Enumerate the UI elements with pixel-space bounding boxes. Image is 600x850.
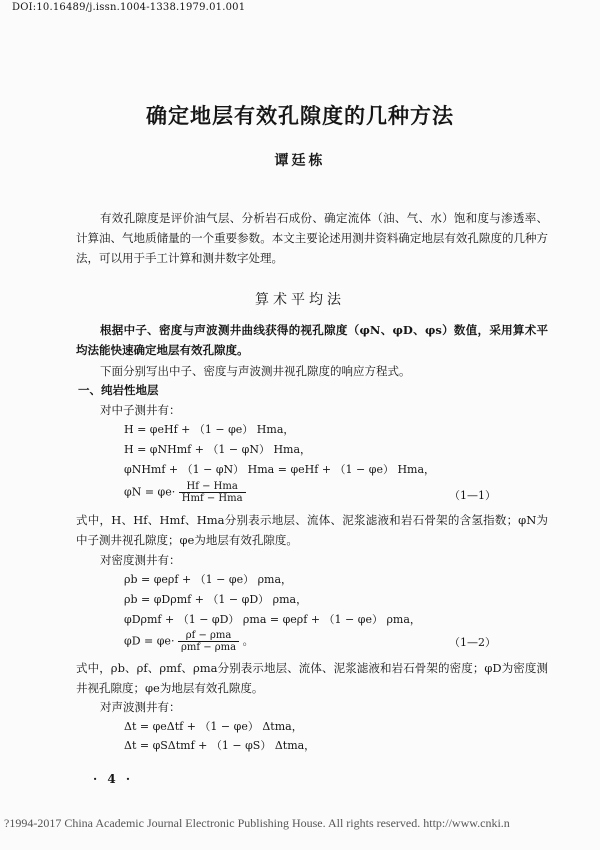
neutron-eq4-fraction — [179, 481, 246, 504]
density-intro: 对密度测井有： — [100, 553, 181, 567]
subheading-pure-lithology: 一、纯岩性地层 — [78, 383, 159, 397]
neutron-eq4-lhs: φN = φe· — [124, 485, 176, 499]
density-eq4-tail: 。 — [242, 634, 254, 648]
neutron-equation-1: H = φeHf + （1 − φe） Hma， — [124, 423, 295, 436]
density-equation-4 — [124, 630, 254, 653]
density-equation-1: ρb = φeρf + （1 − φe） ρma， — [124, 573, 293, 586]
page-number: · 4 · — [93, 772, 134, 786]
density-equation-2: ρb = φDρmf + （1 − φD） ρma， — [124, 593, 308, 606]
density-eq4-fraction — [178, 630, 239, 653]
copyright-footer: ?1994-2017 China Academic Journal Electronic Publishing House. All rights reserved. http://www.cnki.n — [4, 816, 510, 830]
neutron-intro: 对中子测井有： — [100, 403, 181, 417]
density-eq4-lhs: φD = φe· — [124, 634, 175, 648]
paragraph-2: 下面分别写出中子、密度与声波测井视孔隙度的响应方程式。 — [100, 364, 411, 378]
neutron-description: 式中，H、Hf、Hmf、Hma分别表示地层、流体、泥浆滤液和岩石骨架的含氢指数；φN为中子测井视孔隙度；φe为地层有效孔隙度。 — [76, 513, 548, 547]
sonic-equation-1: Δt = φeΔtf + （1 − φe） Δtma， — [124, 720, 303, 733]
neutron-eq4-denominator: Hmf − Hma — [181, 493, 243, 504]
sonic-equation-2: Δt = φSΔtmf + （1 − φS） Δtma， — [124, 739, 316, 752]
paragraph-1: 根据中子、密度与声波测井曲线获得的视孔隙度（φN、φD、φs）数值，采用算术平均法能快速确定地层有效孔隙度。 — [76, 323, 548, 357]
equation-number-1-1: （1—1） — [449, 489, 496, 502]
density-eq4-denominator: ρmf − ρma — [180, 642, 237, 653]
equation-number-1-2: （1—2） — [449, 636, 496, 649]
sonic-intro: 对声波测井有： — [100, 700, 181, 714]
intro-paragraph: 有效孔隙度是评价油气层、分析岩石成份、确定流体（油、气、水）饱和度与渗透率、计算油、气地质储量的一个重要参数。本文主要论述用测井资料确定地层有效孔隙度的几种方法，可以用于手工计算和测井数字处理。 — [76, 211, 548, 265]
density-description: 式中，ρb、ρf、ρmf、ρma分别表示地层、流体、泥浆滤液和岩石骨架的密度；φD为密度测井视孔隙度；φe为地层有效孔隙度。 — [76, 661, 548, 695]
neutron-equation-2: H = φNHmf + （1 − φN） Hma， — [124, 443, 312, 456]
article-author: 谭廷栋 — [274, 153, 326, 169]
neutron-equation-3: φNHmf + （1 − φN） Hma = φeHf + （1 − φe） Hma， — [124, 463, 436, 476]
neutron-equation-4 — [124, 481, 246, 504]
density-equation-3: φDρmf + （1 − φD） ρma = φeρf + （1 − φe） ρma， — [124, 613, 421, 626]
density-eq4-numerator: ρf − ρma — [178, 630, 239, 642]
neutron-eq4-numerator: Hf − Hma — [179, 481, 246, 493]
doi-header: DOI:10.16489/j.issn.1004-1338.1979.01.001 — [12, 2, 246, 13]
section-title: 算术平均法 — [255, 292, 345, 308]
article-title: 确定地层有效孔隙度的几种方法 — [146, 103, 454, 128]
